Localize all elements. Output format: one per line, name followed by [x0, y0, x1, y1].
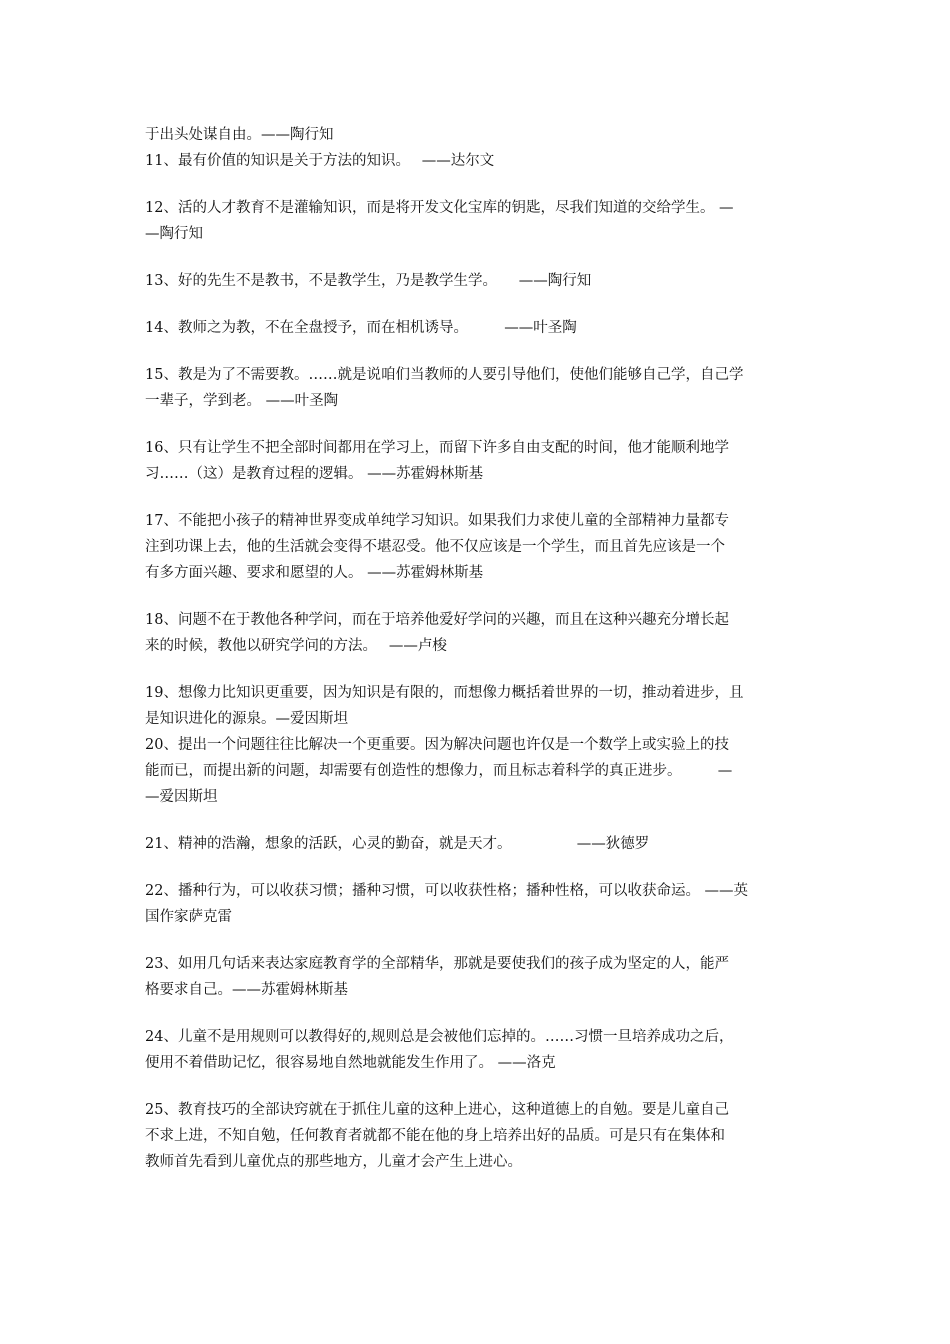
text-line: 14、教师之为教，不在全盘授予，而在相机诱导。 ——叶圣陶: [145, 320, 577, 336]
paragraph-gap: [145, 930, 810, 951]
paragraph-gap: [145, 341, 810, 362]
text-line: 有多方面兴趣、要求和愿望的人。 ——苏霍姆林斯基: [145, 565, 484, 581]
text-line: 于出头处谋自由。——陶行知: [145, 127, 334, 143]
text-line: 国作家萨克雷: [145, 909, 232, 925]
text-line: 一辈子，学到老。 ——叶圣陶: [145, 393, 339, 409]
text-line: 教师首先看到儿童优点的那些地方，儿童才会产生上进心。: [145, 1154, 522, 1170]
paragraph-gap: [145, 659, 810, 680]
text-line: 18、问题不在于教他各种学问，而在于培养他爱好学问的兴趣，而且在这种兴趣充分增长起: [145, 612, 729, 628]
text-line: 是知识进化的源泉。—爱因斯坦: [145, 711, 348, 727]
text-line: 16、只有让学生不把全部时间都用在学习上，而留下许多自由支配的时间，他才能顺利地学: [145, 440, 729, 456]
text-line: 便用不着借助记忆，很容易地自然地就能发生作用了。 ——洛克: [145, 1055, 556, 1071]
text-line: 19、想像力比知识更重要，因为知识是有限的，而想像力概括着世界的一切，推动着进步，且: [145, 685, 744, 701]
text-line: 不求上进，不知自勉，任何教育者就都不能在他的身上培养出好的品质。可是只有在集体和: [145, 1128, 725, 1144]
paragraph-gap: [145, 857, 810, 878]
text-line: 能而已，而提出新的问题，却需要有创造性的想像力，而且标志着科学的真正进步。 —: [145, 763, 733, 779]
paragraph-gap: [145, 810, 810, 831]
text-line: —陶行知: [145, 226, 203, 242]
text-line: 注到功课上去，他的生活就会变得不堪忍受。他不仅应该是一个学生，而且首先应该是一个: [145, 539, 725, 555]
text-line: 22、播种行为，可以收获习惯；播种习惯，可以收获性格；播种性格，可以收获命运。 ——英: [145, 883, 749, 899]
paragraph-gap: [145, 1076, 810, 1097]
text-line: 来的时候，教他以研究学问的方法。 ——卢梭: [145, 638, 447, 654]
text-line: 23、如用几句话来表达家庭教育学的全部精华，那就是要使我们的孩子成为坚定的人，能严: [145, 956, 729, 972]
text-line: 11、最有价值的知识是关于方法的知识。 ——达尔文: [145, 153, 495, 169]
paragraph-gap: [145, 487, 810, 508]
text-line: 12、活的人才教育不是灌输知识，而是将开发文化宝库的钥匙，尽我们知道的交给学生。 —: [145, 200, 734, 216]
text-line: 25、教育技巧的全部诀窍就在于抓住儿童的这种上进心，这种道德上的自勉。要是儿童自己: [145, 1102, 729, 1118]
text-line: 13、好的先生不是教书，不是教学生，乃是教学生学。 ——陶行知: [145, 273, 592, 289]
document-body: [145, 122, 810, 1175]
paragraph-gap: [145, 174, 810, 195]
text-line: 17、不能把小孩子的精神世界变成单纯学习知识。如果我们力求使儿童的全部精神力量都专: [145, 513, 729, 529]
paragraph-gap: [145, 1003, 810, 1024]
text-line: 20、提出一个问题往往比解决一个更重要。因为解决问题也许仅是一个数学上或实验上的技: [145, 737, 729, 753]
text-line: 习……（这）是教育过程的逻辑。 ——苏霍姆林斯基: [145, 466, 484, 482]
paragraph-gap: [145, 586, 810, 607]
paragraph-gap: [145, 247, 810, 268]
text-line: 格要求自己。——苏霍姆林斯基: [145, 982, 348, 998]
paragraph-gap: [145, 294, 810, 315]
text-line: 21、精神的浩瀚，想象的活跃，心灵的勤奋，就是天才。 ——狄德罗: [145, 836, 650, 852]
paragraph-gap: [145, 414, 810, 435]
text-line: 24、儿童不是用规则可以教得好的,规则总是会被他们忘掉的。……习惯一旦培养成功之后，: [145, 1029, 734, 1045]
text-line: —爱因斯坦: [145, 789, 218, 805]
text-line: 15、教是为了不需要教。……就是说咱们当教师的人要引导他们，使他们能够自己学，自己学: [145, 367, 744, 383]
